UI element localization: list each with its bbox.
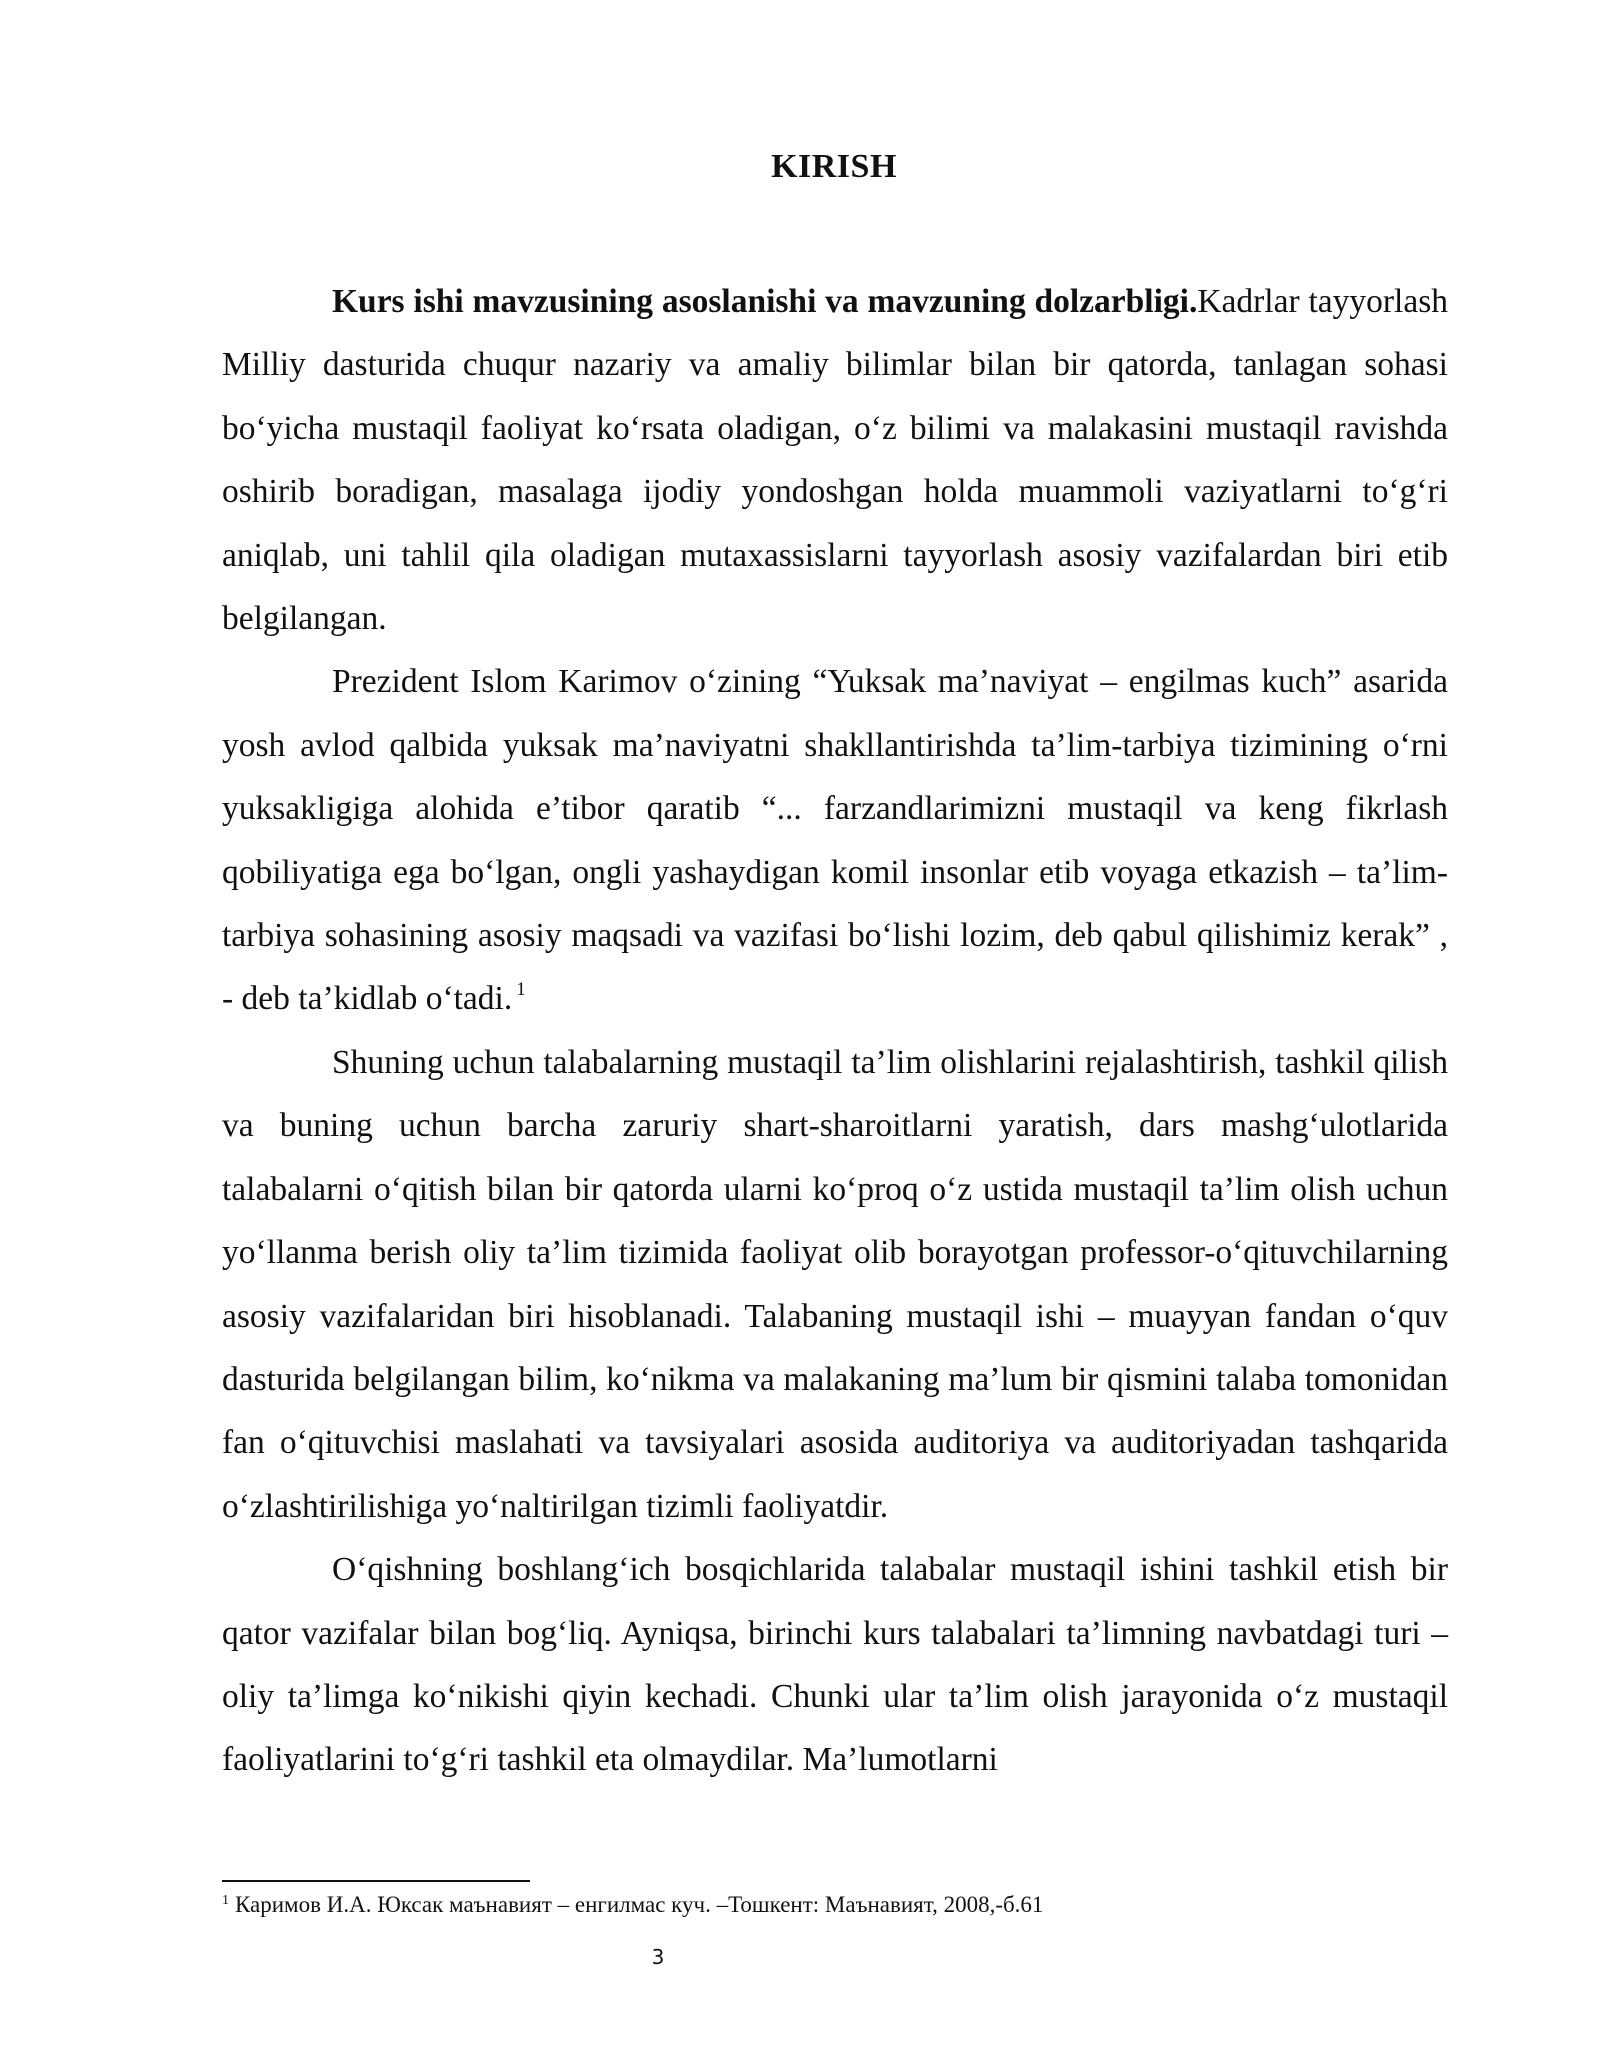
page-number: 3 — [651, 1945, 665, 1969]
paragraph-4 — [222, 1538, 1448, 1792]
paragraph-text: Shuning uchun talabalarning mustaqil ta’lim olishlarini rejalashtirish, tashkil qilish va buning uchun barcha zaruriy shart-sharoitlarni yaratish, dars mashgʻulotlarida talabalarni oʻqitish bilan bir qatorda ularni koʻproq oʻz ustida mustaqil ta’lim olish uchun yoʻllanma berish oliy ta’lim tizimida faoliyat olib borayotgan professor-oʻqituvchilarning asosiy vazifalaridan biri hisoblanadi. Talabaning mustaqil ishi – muayyan fandan oʻquv dasturida belgilangan bilim, koʻnikma va malakaning ma’lum bir qismini talaba tomonidan fan oʻqituvchisi maslahati va tavsiyalari asosida auditoriya va auditoriyadan tashqarida oʻzlashtirilishiga yoʻnaltirilgan tizimli faoliyatdir. — [222, 1043, 1448, 1525]
page-title: KIRISH — [771, 148, 897, 185]
footnote-reference[interactable]: 1 — [516, 979, 526, 1001]
paragraph-text: Kadrlar tayyorlash Milliy dasturida chuqur nazariy va amaliy bilimlar bilan bir qatorda, tanlagan sohasi boʻyicha mustaqil faoliyat koʻrsata oladigan, oʻz bilimi va malakasini mustaqil ravishda oshirib boradigan, masalaga ijodiy yondoshgan holda muammoli vaziyatlarni toʻgʻri aniqlab, uni tahlil qila oladigan mutaxassislarni tayyorlash asosiy vazifalardan biri etib belgilangan. — [222, 283, 1448, 638]
footnote — [222, 1890, 1448, 1920]
footnote-marker: 1 — [222, 1893, 229, 1908]
body-text — [222, 270, 1448, 1792]
paragraph-text: Oʻqishning boshlangʻich bosqichlarida talabalar mustaqil ishini tashkil etish bir qator vazifalar bilan bogʻliq. Ayniqsa, birinchi kurs talabalari ta’limning navbatdagi turi – oliy ta’limga koʻnikishi qiyin kechadi. Chunki ular ta’lim olish jarayonida oʻz mustaqil faoliyatlarini toʻgʻri tashkil eta olmaydilar. Ma’lumotlarni — [222, 1551, 1448, 1779]
paragraph-lead: Kurs ishi mavzusining asoslanishi va mavzuning dolzarbligi. — [332, 283, 1198, 320]
footnote-text: Каримов И.А. Юксак маънавият – енгилмас куч. –Тошкент: Маънавият, 2008,-б.61 — [235, 1892, 1044, 1917]
paragraph-text: Prezident Islom Karimov oʻzining “Yuksak ma’naviyat – engilmas kuch” asarida yosh avlod qalbida yuksak ma’naviyatni shakllantirishda ta’lim-tarbiya tizimining oʻrni yuksakligiga alohida e’tibor qaratib “... farzandlarimizni mustaqil va keng fikrlash qobiliyatiga ega boʻlgan, ongli yashaydigan komil insonlar etib voyaga etkazish – ta’lim-tarbiya sohasining asosiy maqsadi va vazifasi boʻlishi lozim, deb qabul qilishimiz kerak” , - deb ta’kidlab oʻtadi. — [222, 663, 1448, 1018]
paragraph-1 — [222, 270, 1448, 650]
footnote-divider — [222, 1880, 530, 1882]
paragraph-2 — [222, 650, 1448, 1030]
paragraph-3 — [222, 1031, 1448, 1538]
